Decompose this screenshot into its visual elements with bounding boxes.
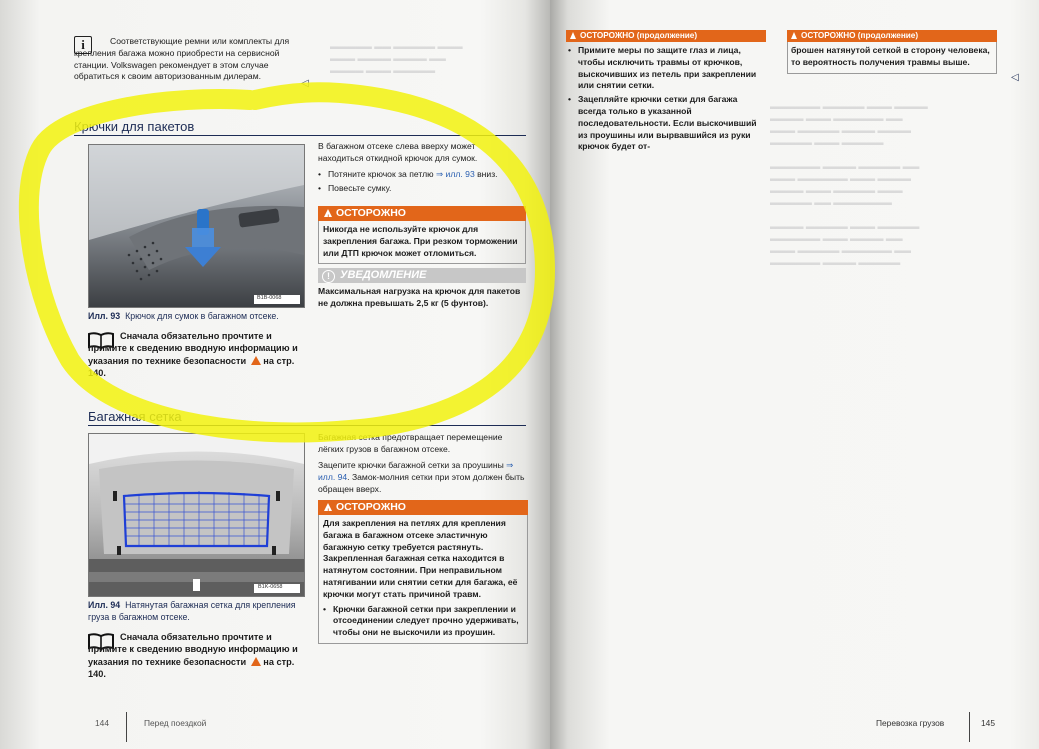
warning-title: ! ОСТОРОЖНО bbox=[318, 500, 528, 515]
step-item: • Потяните крючок за петлю ⇒ илл. 93 вниз. bbox=[318, 169, 498, 179]
section-heading-net: Багажная сетка bbox=[88, 409, 526, 426]
read-first-text: Сначала обязательно прочтите и примите к сведению вводную информацию и указания по технике безопасности bbox=[88, 632, 298, 667]
warning-title: ОСТОРОЖНО (продолжение) bbox=[566, 30, 766, 42]
warning-bullet: • Примите меры по защите глаз и лица, чтобы исключить травмы от крючков, выскочивших из петель при закреплении или снятии сетки. bbox=[568, 45, 757, 91]
warning-title: ! ОСТОРОЖНО bbox=[318, 206, 526, 221]
notice-text: Максимальная нагрузка на крючок для пакетов не должна превышать 2,5 кг (5 фунтов). bbox=[318, 286, 521, 308]
figure-link-93[interactable]: ⇒ илл. 93 bbox=[435, 169, 475, 179]
hooks-intro: В багажном отсеке слева вверху может находиться откидной крючок для сумок. bbox=[318, 141, 478, 163]
notice-icon: ! bbox=[322, 270, 335, 283]
warning-icon: ! bbox=[324, 209, 332, 217]
figure-link-94[interactable]: ⇒ илл. 94 bbox=[318, 460, 514, 482]
net-intro: Багажная сетка предотвращает перемещение лёгких грузов в багажном отсеке. bbox=[318, 432, 503, 454]
warning-text: Для закрепления на петлях для крепления багажа в багажном отсеке эластичную багажную сетку требуется растянуть. Закрепленная багажная сетка находится в натянутом состоянии. При неправильном натягивании или снятии сетки для багажа, её крючки могут стать причиной травм. • Крючки багажной сетки при закреплении и отсоединении следует прочно удерживать, чтобы они не выскочили из проушин. bbox=[318, 515, 528, 644]
figure-code: B1K-0658 bbox=[258, 584, 283, 590]
show-through-text: ▬▬▬▬▬ ▬▬ ▬▬▬▬▬ ▬▬▬ ▬▬▬ ▬▬▬▬ ▬▬▬▬ ▬▬ ▬▬▬▬ ▬▬▬ ▬▬▬▬▬ bbox=[330, 41, 463, 75]
caption-label: Илл. 94 bbox=[88, 600, 121, 610]
caption-label: Илл. 93 bbox=[88, 311, 121, 321]
warning-text: Никогда не используйте крючок для закрепления багажа. При резком торможении или ДТП крючок может отломиться. bbox=[318, 221, 526, 264]
footer-title-left: Перед поездкой bbox=[144, 718, 207, 728]
end-marker: ◁ bbox=[1011, 72, 1019, 83]
net-instruction: Зацепите крючки багажной сетки за проушины ⇒ илл. 94. Замок-молния сетки при этом должен быть обращен вверх. bbox=[318, 460, 525, 494]
show-through-text: ▬▬▬▬▬▬ ▬▬▬▬▬ ▬▬▬ ▬▬▬▬ ▬▬▬▬ ▬▬▬ ▬▬▬▬▬▬ ▬▬ ▬▬▬ ▬▬▬▬▬ ▬▬▬▬ ▬▬▬▬ ▬▬▬▬▬ ▬▬▬ ▬▬▬▬▬ ▬▬▬▬▬▬ ▬▬▬▬ ▬▬▬▬▬ ▬▬ ▬▬▬ ▬▬▬▬▬▬ ▬▬▬ ▬▬▬▬ ▬▬▬▬ ▬▬▬ ▬▬▬▬▬ ▬▬▬ ▬▬▬▬▬ ▬▬ ▬▬▬▬▬▬▬ ▬▬▬▬ ▬▬▬▬▬ ▬▬▬ ▬▬▬▬▬ ▬▬▬▬▬▬ ▬▬▬ ▬▬▬▬ ▬▬ ▬▬▬ ▬▬▬▬▬ ▬▬▬▬▬▬ ▬▬ ▬▬▬▬▬▬ ▬▬▬▬ ▬▬▬▬▬ bbox=[770, 101, 928, 267]
read-first-page: на стр. 140. bbox=[88, 355, 295, 379]
caption-text: Натянутая багажная сетка для крепления груза в багажном отсеке. bbox=[88, 600, 296, 622]
read-first-text: Сначала обязательно прочтите и примите к сведению вводную информацию и указания по технике безопасности bbox=[88, 331, 298, 366]
caption-text: Крючок для сумок в багажном отсеке. bbox=[125, 311, 279, 321]
step-text: Потяните крючок за петлю bbox=[328, 169, 436, 179]
figure-code: B1B-0068 bbox=[257, 295, 282, 301]
step-text: Повесьте сумку. bbox=[328, 182, 392, 193]
step-item: • Повесьте сумку. bbox=[318, 182, 392, 193]
info-note: Соответствующие ремни или комплекты для крепления багажа можно приобрести на сервисной станции. Volkswagen рекомендует в этом случае обратиться к своим авторизованным дилерам. bbox=[74, 36, 290, 82]
step-text: вниз. bbox=[474, 169, 498, 179]
notice-title: ! УВЕДОМЛЕНИЕ bbox=[318, 268, 526, 283]
warning-title: ОСТОРОЖНО (продолжение) bbox=[787, 30, 997, 42]
page-number-left: 144 bbox=[95, 718, 109, 728]
warning-bullet: • Зацепляйте крючки сетки для багажа всегда только в указанной последовательности. Если выскочивший из проушины или вырвавшийся из руки крючок будет от- bbox=[568, 94, 757, 152]
footer-title-right: Перевозка грузов bbox=[876, 718, 945, 728]
warning-text: брошен натянутой сеткой в сторону человека, то вероятность получения травмы выше. bbox=[787, 42, 997, 74]
end-marker: ◁ bbox=[301, 78, 309, 89]
warning-bullet: • Крючки багажной сетки при закреплении и отсоединении следует прочно удерживать, чтобы они не выскочили из проушин. bbox=[323, 603, 519, 638]
page-number-right: 145 bbox=[981, 718, 995, 728]
section-heading-hooks: Крючки для пакетов bbox=[74, 119, 526, 136]
read-first-page: на стр. 140. bbox=[88, 656, 295, 680]
info-icon: i bbox=[74, 36, 92, 54]
warning-icon: ! bbox=[324, 503, 332, 511]
